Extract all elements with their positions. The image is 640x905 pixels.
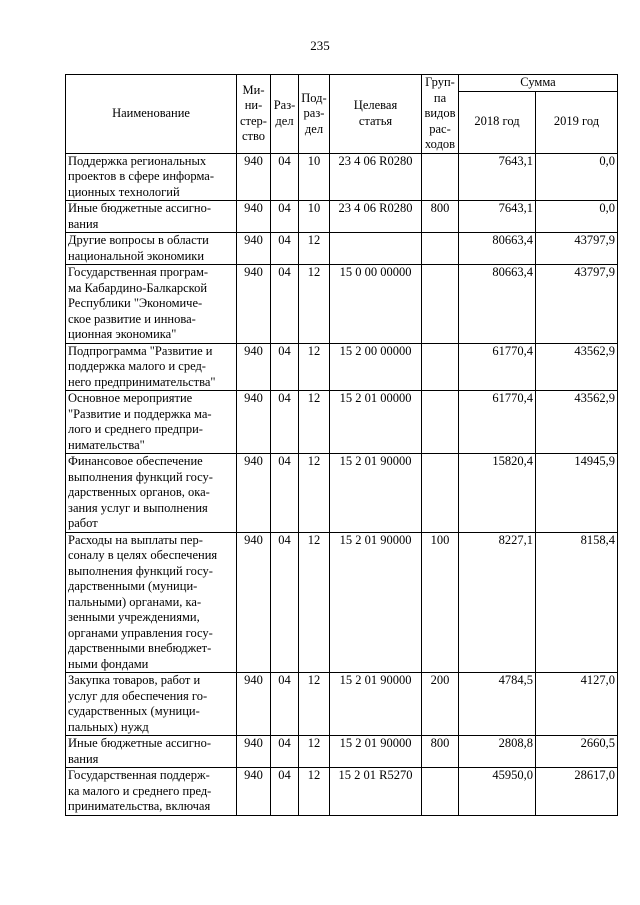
cell-name: Иные бюджетные ассигно- вания [66, 736, 237, 768]
cell-amount-2019: 4127,0 [536, 673, 618, 736]
cell-subsection: 12 [299, 768, 330, 816]
cell-amount-2019: 0,0 [536, 201, 618, 233]
table-row [66, 201, 618, 233]
cell-amount-2019: 43797,9 [536, 265, 618, 344]
table-row [66, 153, 618, 201]
header-year-2018: 2018 год [459, 91, 536, 153]
cell-section: 04 [271, 343, 299, 391]
cell-expense-group: 100 [422, 532, 459, 673]
cell-subsection: 10 [299, 153, 330, 201]
cell-amount-2018: 4784,5 [459, 673, 536, 736]
cell-amount-2018: 80663,4 [459, 265, 536, 344]
cell-target: 15 0 00 00000 [330, 265, 422, 344]
cell-target: 15 2 01 R5270 [330, 768, 422, 816]
cell-expense-group [422, 391, 459, 454]
table-row [66, 454, 618, 533]
cell-target: 23 4 06 R0280 [330, 153, 422, 201]
cell-expense-group [422, 768, 459, 816]
cell-amount-2018: 7643,1 [459, 201, 536, 233]
cell-target: 23 4 06 R0280 [330, 201, 422, 233]
table-row [66, 343, 618, 391]
table-row [66, 233, 618, 265]
cell-subsection: 12 [299, 454, 330, 533]
header-section-label: Раз- дел [273, 98, 296, 128]
cell-section: 04 [271, 265, 299, 344]
cell-amount-2018: 61770,4 [459, 343, 536, 391]
cell-section: 04 [271, 768, 299, 816]
cell-ministry: 940 [237, 736, 271, 768]
table-row [66, 768, 618, 816]
header-expense-group [422, 75, 459, 154]
cell-section: 04 [271, 391, 299, 454]
cell-subsection: 12 [299, 532, 330, 673]
cell-ministry: 940 [237, 153, 271, 201]
cell-subsection: 12 [299, 265, 330, 344]
cell-subsection: 12 [299, 736, 330, 768]
cell-target: 15 2 01 90000 [330, 736, 422, 768]
cell-expense-group [422, 454, 459, 533]
cell-name: Государственная поддерж- ка малого и среднего пред- принимательства, включая [66, 768, 237, 816]
cell-name: Подпрограмма "Развитие и поддержка малого и сред- него предпринимательства" [66, 343, 237, 391]
cell-amount-2018: 80663,4 [459, 233, 536, 265]
header-target-label: Целевая статья [353, 98, 398, 128]
cell-name: Поддержка региональных проектов в сфере информа- ционных технологий [66, 153, 237, 201]
budget-table [65, 74, 618, 816]
cell-amount-2019: 0,0 [536, 153, 618, 201]
cell-amount-2019: 43797,9 [536, 233, 618, 265]
header-subsection [299, 75, 330, 154]
header-ministry-label: Ми- ни- стер- ство [240, 82, 267, 144]
table-row [66, 265, 618, 344]
header-section [271, 75, 299, 154]
cell-expense-group [422, 153, 459, 201]
cell-expense-group: 800 [422, 201, 459, 233]
header-name: Наименование [66, 75, 237, 154]
cell-expense-group [422, 265, 459, 344]
cell-section: 04 [271, 736, 299, 768]
cell-amount-2019: 14945,9 [536, 454, 618, 533]
table-row [66, 673, 618, 736]
cell-ministry: 940 [237, 201, 271, 233]
header-sum: Сумма [459, 75, 618, 92]
cell-name: Государственная програм- ма Кабардино-Балкарской Республики "Экономиче- ское развитие и иннова- ционная экономика" [66, 265, 237, 344]
cell-target: 15 2 00 00000 [330, 343, 422, 391]
cell-ministry: 940 [237, 768, 271, 816]
cell-amount-2019: 43562,9 [536, 391, 618, 454]
cell-subsection: 12 [299, 343, 330, 391]
cell-target: 15 2 01 00000 [330, 391, 422, 454]
cell-subsection: 12 [299, 391, 330, 454]
cell-ministry: 940 [237, 532, 271, 673]
cell-amount-2018: 2808,8 [459, 736, 536, 768]
cell-expense-group [422, 233, 459, 265]
cell-ministry: 940 [237, 673, 271, 736]
cell-name: Финансовое обеспечение выполнения функций госу- дарственных органов, ока- зания услуг и выполнения работ [66, 454, 237, 533]
header-subsection-label: Под- раз- дел [301, 90, 327, 136]
cell-name: Основное мероприятие "Развитие и поддержка ма- лого и среднего предпри- нимательства" [66, 391, 237, 454]
table-row [66, 736, 618, 768]
cell-name: Другие вопросы в области национальной экономики [66, 233, 237, 265]
cell-subsection: 12 [299, 233, 330, 265]
cell-ministry: 940 [237, 454, 271, 533]
cell-section: 04 [271, 532, 299, 673]
cell-amount-2019: 43562,9 [536, 343, 618, 391]
cell-name: Расходы на выплаты пер- соналу в целях обеспечения выполнения функций госу- дарственными (муници- пальными) органами, ка- зенными учреждениями, органами управления госу- дарственными внебюджет- ными фондами [66, 532, 237, 673]
cell-ministry: 940 [237, 265, 271, 344]
header-expense-group-label: Груп- па видов рас- ходов [424, 75, 456, 151]
table-header [66, 75, 618, 154]
cell-section: 04 [271, 233, 299, 265]
header-ministry [237, 75, 271, 154]
cell-amount-2019: 8158,4 [536, 532, 618, 673]
cell-target [330, 233, 422, 265]
cell-target: 15 2 01 90000 [330, 532, 422, 673]
cell-section: 04 [271, 201, 299, 233]
cell-expense-group: 200 [422, 673, 459, 736]
cell-ministry: 940 [237, 391, 271, 454]
cell-ministry: 940 [237, 343, 271, 391]
cell-amount-2018: 45950,0 [459, 768, 536, 816]
cell-section: 04 [271, 153, 299, 201]
header-year-2019: 2019 год [536, 91, 618, 153]
cell-subsection: 10 [299, 201, 330, 233]
cell-amount-2019: 28617,0 [536, 768, 618, 816]
table-body [66, 153, 618, 815]
cell-name: Иные бюджетные ассигно- вания [66, 201, 237, 233]
cell-ministry: 940 [237, 233, 271, 265]
cell-amount-2018: 7643,1 [459, 153, 536, 201]
page-number: 235 [310, 38, 330, 53]
header-target [330, 75, 422, 154]
cell-amount-2018: 15820,4 [459, 454, 536, 533]
cell-section: 04 [271, 454, 299, 533]
table-row [66, 532, 618, 673]
cell-target: 15 2 01 90000 [330, 454, 422, 533]
cell-amount-2019: 2660,5 [536, 736, 618, 768]
cell-amount-2018: 61770,4 [459, 391, 536, 454]
cell-target: 15 2 01 90000 [330, 673, 422, 736]
cell-amount-2018: 8227,1 [459, 532, 536, 673]
cell-section: 04 [271, 673, 299, 736]
table-row [66, 391, 618, 454]
cell-expense-group [422, 343, 459, 391]
cell-expense-group: 800 [422, 736, 459, 768]
cell-subsection: 12 [299, 673, 330, 736]
cell-name: Закупка товаров, работ и услуг для обеспечения го- сударственных (муници- пальных) нужд [66, 673, 237, 736]
